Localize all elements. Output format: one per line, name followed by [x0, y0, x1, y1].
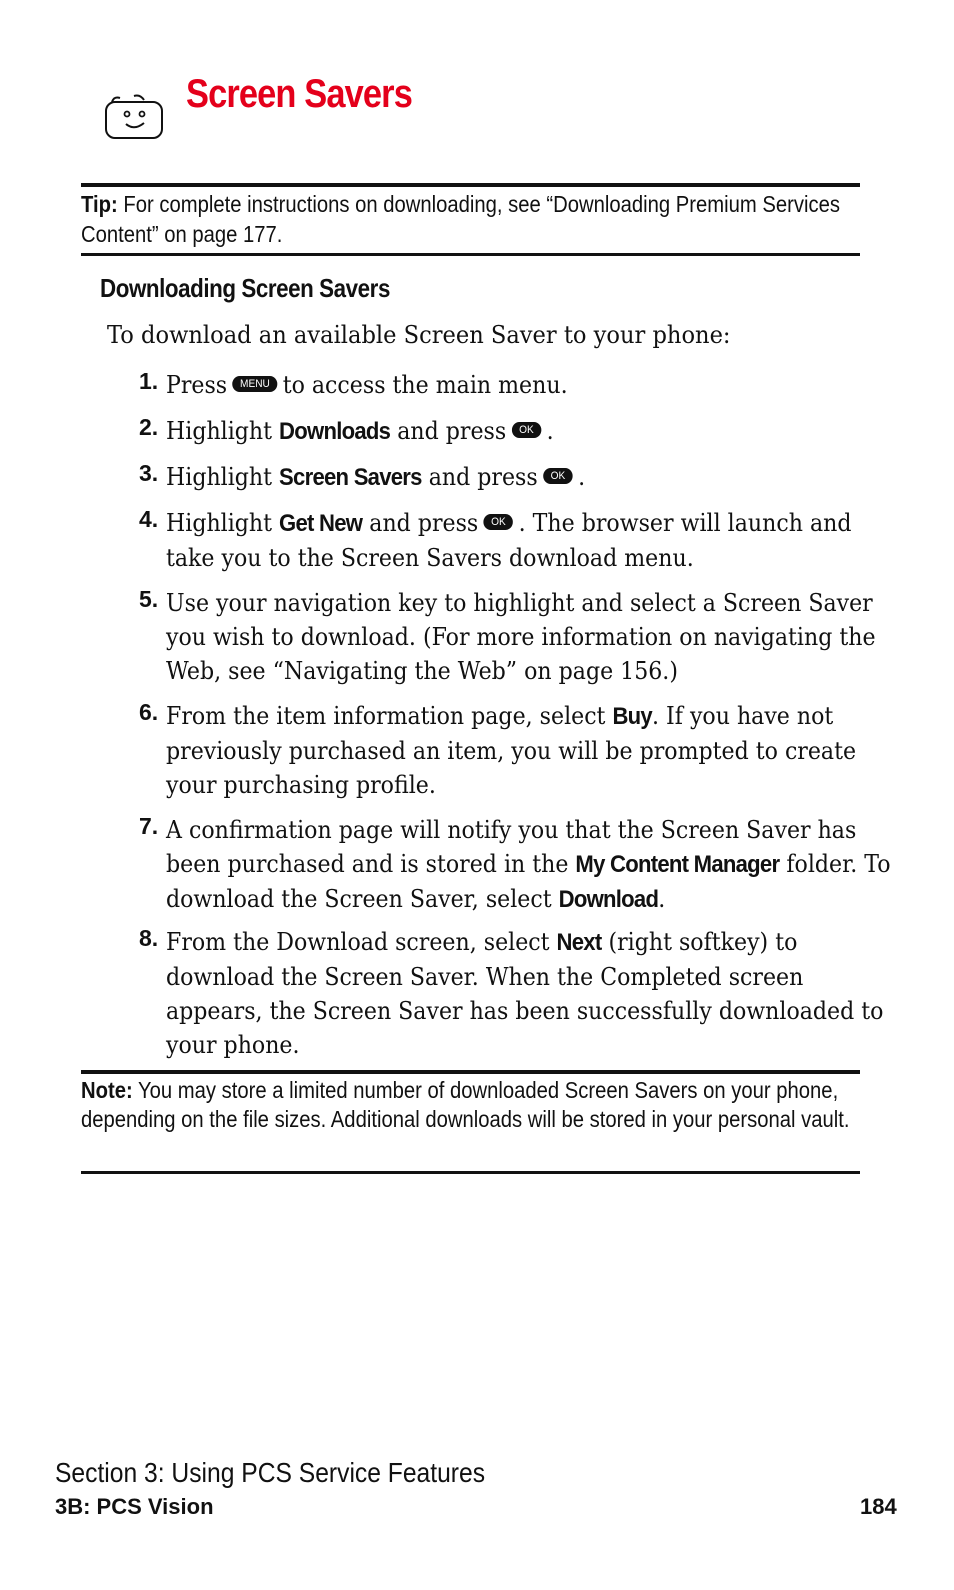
step-bold-term: Get New [279, 510, 363, 537]
note-box [81, 1076, 860, 1134]
menu-key-icon: MENU [233, 376, 278, 392]
tip-box [81, 189, 860, 249]
tip-label: Tip: [81, 191, 118, 217]
step-text-part: Highlight [166, 509, 273, 537]
note-label: Note: [81, 1077, 133, 1103]
step-text [166, 460, 893, 495]
phone-face-icon [104, 94, 166, 142]
step-text [166, 699, 893, 802]
ok-key-icon: OK [484, 514, 513, 530]
step-number: 7. [139, 813, 159, 839]
step-number: 3. [139, 460, 159, 486]
step-text-part: to access the main menu. [282, 371, 568, 399]
step-text-part: Highlight [166, 417, 273, 445]
footer-section-title: Section 3: Using PCS Service Features [55, 1457, 486, 1488]
step-text-part: Highlight [166, 463, 273, 491]
tip-top-rule [81, 183, 860, 187]
step-text-part: . [546, 417, 554, 445]
step-bold-term: Download [558, 886, 659, 913]
step-number: 8. [139, 925, 159, 951]
section-heading: Downloading Screen Savers [100, 273, 390, 303]
step-text-part: . The browser will launch and take you to the Screen Savers download menu. [166, 509, 852, 572]
step-text-part: . [578, 463, 586, 491]
step-text-part: . [658, 885, 666, 913]
note-bottom-rule [81, 1171, 860, 1174]
step-text: Use your navigation key to highlight and select a Screen Saver you wish to download. (For more information on navigating the Web, see “Navigating the Web” on page 156.) [166, 589, 876, 685]
step-number: 5. [139, 586, 159, 612]
page-number: 184 [860, 1494, 897, 1519]
tip-bottom-rule [81, 253, 860, 256]
page-title: Screen Savers [186, 72, 412, 116]
step-number: 2. [139, 414, 159, 440]
step-text-part: Press [166, 371, 228, 399]
step-bold-term: Buy [612, 703, 652, 730]
tip-text: For complete instructions on downloading, see “Downloading Premium Services Content” on page 177. [81, 191, 840, 247]
intro-text: To download an available Screen Saver to your phone: [107, 321, 731, 349]
step-text-part: . If you have not previously purchased an item, you will be prompted to create your purchasing profile. [166, 702, 857, 799]
step-text [166, 813, 893, 917]
step-text-part: and press [369, 509, 479, 537]
step-number: 4. [139, 506, 159, 532]
step-bold-term: Next [556, 929, 602, 956]
note-text: You may store a limited number of downloaded Screen Savers on your phone, depending on the file sizes. Additional downloads will be stored in your personal vault. [81, 1077, 850, 1132]
step-text [166, 414, 893, 449]
step-text-part: and press [428, 463, 538, 491]
footer-subsection: 3B: PCS Vision [55, 1494, 214, 1519]
note-top-rule [81, 1070, 860, 1074]
step-text [166, 506, 893, 575]
step-bold-term: My Content Manager [575, 851, 780, 878]
step-text-part: From the item information page, select [166, 702, 606, 730]
step-number: 1. [139, 368, 159, 394]
ok-key-icon: OK [543, 468, 572, 484]
step-text-part: folder. To download the Screen Saver, select [166, 850, 891, 913]
step-bold-term: Downloads [279, 418, 391, 445]
step-number: 6. [139, 699, 159, 725]
ok-key-icon: OK [512, 422, 541, 438]
step-text-part: From the Download screen, select [166, 928, 550, 956]
step-text [166, 925, 893, 1062]
step-text-part: (right softkey) to download the Screen Saver. When the Completed screen appears, the Screen Saver has been successfully downloaded to your phone. [166, 928, 884, 1059]
step-text-part: and press [397, 417, 507, 445]
step-bold-term: Screen Savers [279, 464, 422, 491]
step-text-part: A confirmation page will notify you that the Screen Saver has been purchased and is stored in the [166, 816, 857, 878]
step-text [166, 368, 893, 402]
